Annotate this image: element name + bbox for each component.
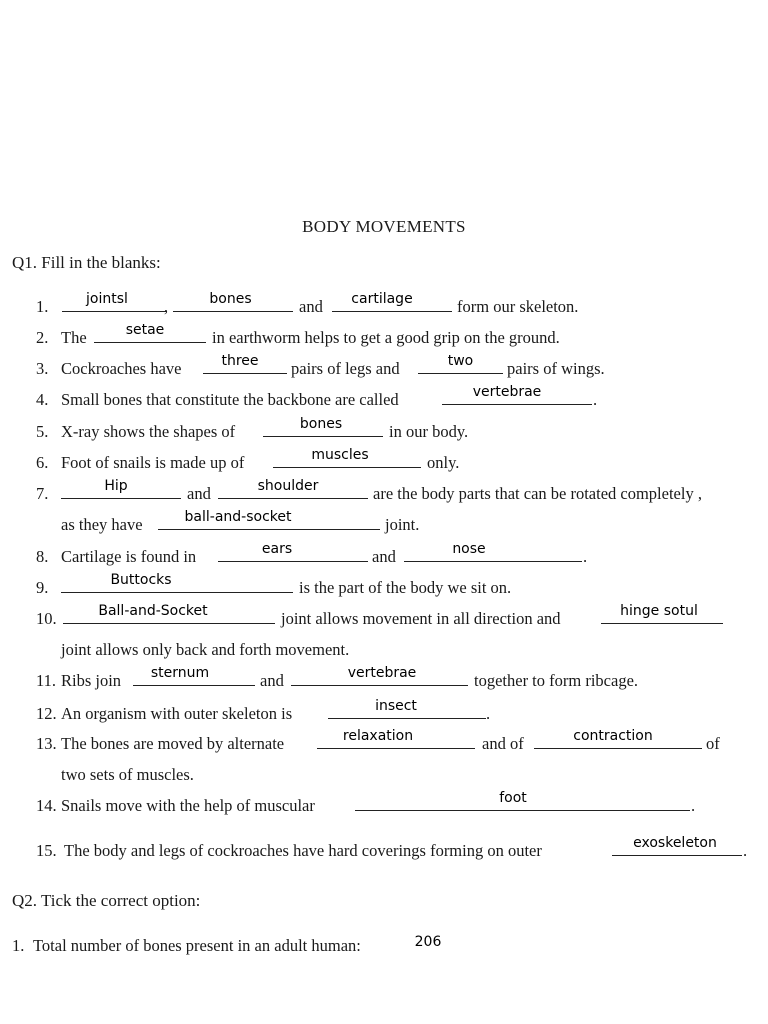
sentence-text: together to form ribcage. bbox=[474, 671, 639, 690]
sentence-text: and of bbox=[482, 734, 524, 753]
blank-line bbox=[61, 592, 293, 593]
blank-line bbox=[94, 342, 206, 343]
sentence-text: and bbox=[372, 547, 396, 566]
answer-text: ears bbox=[261, 541, 293, 557]
sentence-text: Total number of bones present in an adult human: bbox=[33, 936, 361, 955]
sentence-text: two sets of muscles. bbox=[61, 765, 194, 784]
sentence-text: form our skeleton. bbox=[457, 297, 579, 316]
question-number: 14. bbox=[36, 796, 57, 815]
blank-line bbox=[218, 498, 368, 499]
answer-text: nose bbox=[452, 541, 486, 557]
question-number: 1. bbox=[12, 936, 25, 955]
blank-line bbox=[442, 404, 592, 405]
sentence-text: The body and legs of cockroaches have hard coverings forming on outer bbox=[64, 841, 542, 860]
answer-text: two bbox=[447, 353, 474, 369]
answer-text: bones bbox=[299, 416, 343, 432]
sentence-text: in our body. bbox=[389, 422, 469, 441]
sentence-text: The bones are moved by alternate bbox=[61, 734, 285, 753]
answer-text: Ball-and-Socket bbox=[98, 603, 208, 619]
blank-line bbox=[273, 467, 421, 468]
blank-line bbox=[263, 436, 383, 437]
sentence-text: joint allows only back and forth movement. bbox=[61, 640, 350, 659]
sentence-text: and bbox=[187, 484, 211, 503]
blank-line bbox=[534, 748, 702, 749]
blank-line bbox=[332, 311, 452, 312]
answer-text: hinge sotul bbox=[620, 603, 698, 619]
sentence-text: as they have bbox=[61, 515, 143, 534]
sentence-text: only. bbox=[427, 453, 460, 472]
sentence-text: . bbox=[691, 796, 696, 815]
question-number: 5. bbox=[36, 422, 49, 441]
q1-heading: Q1. Fill in the blanks: bbox=[12, 253, 161, 272]
sentence-text: An organism with outer skeleton is bbox=[61, 704, 293, 723]
sentence-text: . bbox=[486, 704, 491, 723]
answer-text: sternum bbox=[150, 665, 210, 681]
blank-line bbox=[317, 748, 475, 749]
question-number: 7. bbox=[36, 484, 49, 503]
sentence-text: Ribs join bbox=[61, 671, 122, 690]
answer-text: muscles bbox=[311, 447, 369, 463]
answer-text: jointsl bbox=[86, 291, 128, 307]
question-number: 1. bbox=[36, 297, 49, 316]
sentence-text: pairs of wings. bbox=[507, 359, 605, 378]
question-number: 2. bbox=[36, 328, 49, 347]
question-number: 9. bbox=[36, 578, 49, 597]
answer-text: vertebrae bbox=[472, 384, 542, 400]
sentence-text: Cartilage is found in bbox=[61, 547, 197, 566]
question-number: 15. bbox=[36, 841, 57, 860]
answer-text: 206 bbox=[414, 934, 442, 950]
answer-text: contraction bbox=[573, 728, 653, 744]
sentence-text: is the part of the body we sit on. bbox=[299, 578, 512, 597]
answer-text: ball-and-socket bbox=[184, 509, 292, 525]
sentence-text: Small bones that constitute the backbone are called bbox=[61, 390, 399, 409]
blank-line bbox=[328, 718, 486, 719]
sentence-text: joint allows movement in all direction and bbox=[281, 609, 561, 628]
sentence-text: joint. bbox=[385, 515, 420, 534]
blank-line bbox=[418, 373, 503, 374]
blank-line bbox=[404, 561, 582, 562]
sentence-text: and bbox=[260, 671, 284, 690]
answer-text: exoskeleton bbox=[633, 835, 717, 851]
sentence-text: Cockroaches have bbox=[61, 359, 182, 378]
question-number: 8. bbox=[36, 547, 49, 566]
blank-line bbox=[291, 685, 468, 686]
blank-line bbox=[62, 311, 166, 312]
answer-text: bones bbox=[209, 291, 252, 307]
blank-line bbox=[133, 685, 255, 686]
sentence-text: Snails move with the help of muscular bbox=[61, 796, 315, 815]
q2-heading: Q2. Tick the correct option: bbox=[12, 891, 201, 910]
answer-text: three bbox=[221, 353, 259, 369]
blank-line bbox=[61, 498, 181, 499]
blank-line bbox=[355, 810, 690, 811]
sentence-text: of bbox=[706, 734, 720, 753]
answer-text: insect bbox=[375, 698, 417, 714]
blank-line bbox=[173, 311, 293, 312]
question-number: 10. bbox=[36, 609, 57, 628]
blank-line bbox=[218, 561, 368, 562]
sentence-text: The bbox=[61, 328, 87, 347]
question-number: 3. bbox=[36, 359, 49, 378]
sentence-text: . bbox=[593, 390, 598, 409]
sentence-text: and bbox=[299, 297, 323, 316]
worksheet-title: BODY MOVEMENTS bbox=[302, 217, 466, 236]
blank-line bbox=[158, 529, 380, 530]
answer-text: foot bbox=[499, 790, 527, 806]
answer-text: setae bbox=[125, 322, 165, 338]
answer-text: vertebrae bbox=[347, 665, 417, 681]
answer-text: shoulder bbox=[257, 478, 319, 494]
answer-text: cartilage bbox=[351, 291, 413, 307]
sentence-text: . bbox=[583, 547, 588, 566]
question-number: 11. bbox=[36, 671, 57, 690]
blank-line bbox=[203, 373, 287, 374]
blank-line bbox=[601, 623, 723, 624]
question-number: 4. bbox=[36, 390, 49, 409]
question-number: 13. bbox=[36, 734, 57, 753]
blank-line bbox=[612, 855, 742, 856]
answer-text: relaxation bbox=[342, 728, 414, 744]
sentence-text: , bbox=[164, 297, 169, 316]
blank-line bbox=[63, 623, 275, 624]
sentence-text: are the body parts that can be rotated completely , bbox=[373, 484, 702, 503]
sentence-text: in earthworm helps to get a good grip on the ground. bbox=[212, 328, 560, 347]
question-number: 12. bbox=[36, 704, 57, 723]
answer-text: Hip bbox=[104, 478, 128, 494]
sentence-text: pairs of legs and bbox=[291, 359, 400, 378]
sentence-text: X-ray shows the shapes of bbox=[61, 422, 236, 441]
sentence-text: Foot of snails is made up of bbox=[61, 453, 245, 472]
answer-text: Buttocks bbox=[110, 572, 172, 588]
question-number: 6. bbox=[36, 453, 49, 472]
sentence-text: . bbox=[743, 841, 748, 860]
